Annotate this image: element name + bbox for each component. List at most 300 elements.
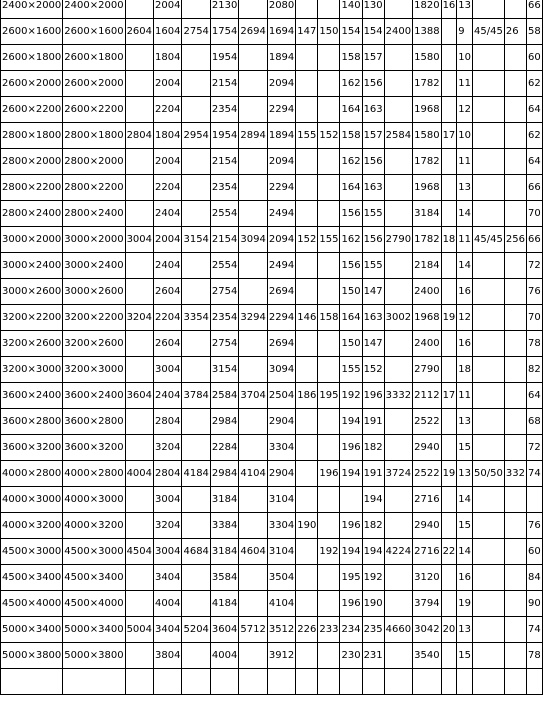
table-cell: 90 — [526, 591, 542, 617]
table-cell — [318, 279, 340, 305]
table-cell — [239, 487, 267, 513]
table-cell: 3154 — [210, 357, 238, 383]
table-cell — [125, 513, 153, 539]
table-cell: 2554 — [210, 253, 238, 279]
table-cell: 163 — [362, 97, 384, 123]
table-cell — [384, 0, 412, 19]
table-row — [1, 331, 543, 357]
table-cell: 84 — [526, 565, 542, 591]
table-cell: 3094 — [267, 357, 295, 383]
table-cell — [296, 279, 318, 305]
table-cell — [441, 435, 457, 461]
table-cell: 150 — [318, 19, 340, 45]
table-cell: 191 — [362, 409, 384, 435]
table-cell: 78 — [526, 331, 542, 357]
table-cell: 1954 — [210, 45, 238, 71]
table-cell: 3704 — [239, 383, 267, 409]
table-cell — [318, 0, 340, 19]
table-cell — [239, 45, 267, 71]
table-cell: 2080 — [267, 0, 295, 19]
table-cell: 13 — [457, 409, 473, 435]
table-row — [1, 539, 543, 565]
table-cell: 2800×2200 — [1, 175, 63, 201]
table-cell: 2604 — [125, 19, 153, 45]
table-cell — [318, 409, 340, 435]
table-row — [1, 513, 543, 539]
table-cell — [239, 149, 267, 175]
table-cell — [318, 149, 340, 175]
table-cell: 3200×2600 — [63, 331, 125, 357]
table-cell — [504, 539, 526, 565]
table-cell — [362, 669, 384, 695]
table-cell — [384, 643, 412, 669]
table-cell: 64 — [526, 149, 542, 175]
table-cell: 4000×3000 — [1, 487, 63, 513]
table-cell — [125, 97, 153, 123]
table-row — [1, 487, 543, 513]
table-cell — [182, 591, 210, 617]
table-cell: 4660 — [384, 617, 412, 643]
table-cell: 22 — [441, 539, 457, 565]
table-cell — [504, 305, 526, 331]
table-cell — [239, 175, 267, 201]
table-cell: 70 — [526, 305, 542, 331]
table-cell: 3912 — [267, 643, 295, 669]
table-cell: 164 — [340, 175, 362, 201]
table-cell: 231 — [362, 643, 384, 669]
table-cell: 3200×2200 — [1, 305, 63, 331]
table-cell — [318, 435, 340, 461]
table-cell — [125, 565, 153, 591]
table-row — [1, 409, 543, 435]
table-cell: 2800×2200 — [63, 175, 125, 201]
table-cell — [318, 357, 340, 383]
table-cell: 3384 — [210, 513, 238, 539]
table-cell: 2604 — [154, 331, 182, 357]
table-cell — [504, 643, 526, 669]
table-cell — [125, 253, 153, 279]
table-cell — [473, 591, 505, 617]
table-row — [1, 461, 543, 487]
table-cell — [473, 565, 505, 591]
table-cell: 3000×2600 — [1, 279, 63, 305]
table-cell: 2094 — [267, 71, 295, 97]
table-cell: 1894 — [267, 123, 295, 149]
table-cell: 45/45 — [473, 19, 505, 45]
table-cell: 195 — [340, 565, 362, 591]
table-row — [1, 0, 543, 19]
table-cell: 72 — [526, 435, 542, 461]
table-cell: 194 — [340, 409, 362, 435]
table-cell: 3184 — [210, 539, 238, 565]
table-cell: 3294 — [239, 305, 267, 331]
table-cell: 1694 — [267, 19, 295, 45]
table-cell: 2004 — [154, 71, 182, 97]
table-cell — [504, 357, 526, 383]
table-cell: 26 — [504, 19, 526, 45]
table-cell: 147 — [362, 331, 384, 357]
table-cell: 155 — [296, 123, 318, 149]
table-cell: 3512 — [267, 617, 295, 643]
table-cell — [504, 279, 526, 305]
table-cell — [384, 149, 412, 175]
table-row — [1, 227, 543, 253]
table-cell: 3204 — [154, 513, 182, 539]
table-cell: 76 — [526, 513, 542, 539]
table-cell: 3000×2000 — [63, 227, 125, 253]
table-cell: 3724 — [384, 461, 412, 487]
table-cell: 5204 — [182, 617, 210, 643]
table-cell — [384, 175, 412, 201]
table-cell — [504, 175, 526, 201]
table-cell: 2694 — [267, 279, 295, 305]
table-row — [1, 71, 543, 97]
table-cell — [296, 461, 318, 487]
table-cell: 2804 — [154, 461, 182, 487]
table-cell — [125, 409, 153, 435]
table-cell — [318, 97, 340, 123]
table-cell: 4684 — [182, 539, 210, 565]
table-cell: 3504 — [267, 565, 295, 591]
table-cell: 2004 — [154, 149, 182, 175]
table-cell: 4500×4000 — [1, 591, 63, 617]
table-cell: 2604 — [154, 279, 182, 305]
table-cell — [384, 591, 412, 617]
table-cell — [384, 513, 412, 539]
table-cell: 5000×3400 — [1, 617, 63, 643]
table-cell — [296, 409, 318, 435]
table-cell — [504, 253, 526, 279]
table-cell: 3784 — [182, 383, 210, 409]
table-cell: 3604 — [125, 383, 153, 409]
table-cell: 2800×2400 — [63, 201, 125, 227]
table-cell: 196 — [318, 461, 340, 487]
table-cell: 64 — [526, 383, 542, 409]
table-cell: 4504 — [125, 539, 153, 565]
table-cell: 19 — [457, 591, 473, 617]
table-cell: 3304 — [267, 513, 295, 539]
table-row — [1, 45, 543, 71]
table-cell — [473, 383, 505, 409]
table-cell — [384, 279, 412, 305]
table-cell — [318, 565, 340, 591]
table-cell: 17 — [441, 383, 457, 409]
table-cell — [182, 253, 210, 279]
table-cell — [441, 487, 457, 513]
table-cell: 2754 — [210, 279, 238, 305]
table-cell — [504, 513, 526, 539]
table-cell: 50/50 — [473, 461, 505, 487]
table-cell — [384, 669, 412, 695]
table-cell: 3104 — [267, 487, 295, 513]
table-cell: 18 — [441, 227, 457, 253]
table-cell: 2294 — [267, 175, 295, 201]
table-cell — [473, 669, 505, 695]
table-cell: 3000×2600 — [63, 279, 125, 305]
table-cell — [384, 409, 412, 435]
table-cell: 150 — [340, 279, 362, 305]
table-cell: 2940 — [413, 435, 441, 461]
table-cell: 60 — [526, 45, 542, 71]
table-cell — [473, 253, 505, 279]
table-cell: 2494 — [267, 201, 295, 227]
table-cell: 1754 — [210, 19, 238, 45]
table-cell: 163 — [362, 175, 384, 201]
table-cell — [239, 591, 267, 617]
table-cell: 2004 — [154, 0, 182, 19]
table-cell — [384, 97, 412, 123]
table-cell: 14 — [457, 539, 473, 565]
table-cell: 3004 — [154, 357, 182, 383]
table-cell: 2954 — [182, 123, 210, 149]
table-cell: 155 — [318, 227, 340, 253]
table-cell: 2404 — [154, 201, 182, 227]
table-cell — [239, 253, 267, 279]
table-cell: 147 — [296, 19, 318, 45]
table-cell: 152 — [318, 123, 340, 149]
table-cell: 74 — [526, 617, 542, 643]
table-cell: 10 — [457, 123, 473, 149]
table-cell: 2984 — [210, 409, 238, 435]
table-cell: 1804 — [154, 123, 182, 149]
table-cell: 4500×3400 — [1, 565, 63, 591]
table-cell: 2522 — [413, 409, 441, 435]
table-cell: 19 — [441, 461, 457, 487]
table-cell: 4184 — [182, 461, 210, 487]
table-cell: 194 — [340, 461, 362, 487]
table-cell: 3332 — [384, 383, 412, 409]
table-cell: 3094 — [239, 227, 267, 253]
table-cell: 155 — [340, 357, 362, 383]
table-cell: 156 — [340, 253, 362, 279]
table-cell: 182 — [362, 435, 384, 461]
table-cell: 140 — [340, 0, 362, 19]
table-cell — [239, 357, 267, 383]
table-cell: 4604 — [239, 539, 267, 565]
table-cell: 2204 — [154, 305, 182, 331]
table-cell: 130 — [362, 0, 384, 19]
table-cell: 3000×2400 — [63, 253, 125, 279]
table-cell: 2554 — [210, 201, 238, 227]
table-cell — [504, 669, 526, 695]
table-cell — [125, 71, 153, 97]
table-cell — [384, 435, 412, 461]
table-cell — [296, 253, 318, 279]
table-cell: 2800×2400 — [1, 201, 63, 227]
table-cell — [239, 409, 267, 435]
table-cell: 13 — [457, 461, 473, 487]
table-cell — [504, 123, 526, 149]
table-cell: 2600×1800 — [1, 45, 63, 71]
table-cell: 3200×2600 — [1, 331, 63, 357]
table-cell: 3600×2800 — [1, 409, 63, 435]
table-cell — [473, 97, 505, 123]
table-cell: 4004 — [210, 643, 238, 669]
table-cell — [504, 331, 526, 357]
table-cell: 2154 — [210, 149, 238, 175]
table-cell: 1820 — [413, 0, 441, 19]
table-cell: 3404 — [154, 565, 182, 591]
table-cell — [182, 357, 210, 383]
table-cell: 5004 — [125, 617, 153, 643]
table-cell: 235 — [362, 617, 384, 643]
table-cell: 2694 — [267, 331, 295, 357]
table-cell: 13 — [457, 175, 473, 201]
table-cell: 1580 — [413, 45, 441, 71]
table-cell: 14 — [457, 253, 473, 279]
table-cell: 186 — [296, 383, 318, 409]
table-cell: 3304 — [267, 435, 295, 461]
table-cell: 2894 — [239, 123, 267, 149]
table-cell — [182, 331, 210, 357]
table-cell — [384, 253, 412, 279]
table-cell: 16 — [441, 0, 457, 19]
table-cell: 152 — [362, 357, 384, 383]
table-cell: 20 — [441, 617, 457, 643]
table-cell — [473, 149, 505, 175]
table-cell: 3600×2800 — [63, 409, 125, 435]
table-cell: 3004 — [154, 487, 182, 513]
table-cell — [318, 201, 340, 227]
table-cell: 3804 — [154, 643, 182, 669]
table-row — [1, 175, 543, 201]
table-cell — [441, 253, 457, 279]
table-cell — [318, 487, 340, 513]
table-cell: 2400 — [413, 279, 441, 305]
table-cell: 2094 — [267, 149, 295, 175]
table-cell — [296, 201, 318, 227]
table-cell — [441, 45, 457, 71]
table-cell: 2754 — [182, 19, 210, 45]
table-cell — [182, 513, 210, 539]
table-cell: 194 — [362, 539, 384, 565]
table-cell: 19 — [441, 305, 457, 331]
table-cell — [125, 487, 153, 513]
table-cell — [267, 669, 295, 695]
table-cell — [182, 435, 210, 461]
table-row — [1, 383, 543, 409]
table-cell: 3204 — [154, 435, 182, 461]
table-cell — [473, 0, 505, 19]
table-cell: 3584 — [210, 565, 238, 591]
table-cell — [340, 669, 362, 695]
table-cell — [239, 201, 267, 227]
table-cell: 192 — [318, 539, 340, 565]
table-cell: 3600×2400 — [63, 383, 125, 409]
table-cell — [239, 435, 267, 461]
table-cell: 4500×3000 — [1, 539, 63, 565]
table-cell — [473, 643, 505, 669]
table-cell: 66 — [526, 0, 542, 19]
table-cell — [384, 357, 412, 383]
table-cell — [296, 97, 318, 123]
table-cell: 3004 — [154, 539, 182, 565]
table-row — [1, 279, 543, 305]
table-cell: 58 — [526, 19, 542, 45]
table-cell: 3794 — [413, 591, 441, 617]
table-cell: 4500×4000 — [63, 591, 125, 617]
table-cell — [504, 409, 526, 435]
table-cell: 156 — [362, 149, 384, 175]
table-cell — [441, 409, 457, 435]
table-cell: 190 — [296, 513, 318, 539]
table-cell — [441, 643, 457, 669]
table-cell — [182, 487, 210, 513]
table-cell: 157 — [362, 123, 384, 149]
table-cell: 3042 — [413, 617, 441, 643]
table-cell: 3404 — [154, 617, 182, 643]
table-cell: 2600×1600 — [63, 19, 125, 45]
table-cell — [125, 643, 153, 669]
table-cell: 154 — [340, 19, 362, 45]
table-cell: 4184 — [210, 591, 238, 617]
table-cell: 256 — [504, 227, 526, 253]
table-cell — [504, 565, 526, 591]
table-cell: 2184 — [413, 253, 441, 279]
table-cell: 155 — [362, 253, 384, 279]
table-cell: 4004 — [154, 591, 182, 617]
table-cell — [239, 643, 267, 669]
table-cell: 2716 — [413, 487, 441, 513]
table-cell — [182, 0, 210, 19]
table-cell — [504, 0, 526, 19]
table-cell: 1804 — [154, 45, 182, 71]
table-cell: 2800×2000 — [63, 149, 125, 175]
table-cell: 2204 — [154, 175, 182, 201]
table-cell — [504, 45, 526, 71]
table-cell: 11 — [457, 227, 473, 253]
table-cell: 4000×3200 — [1, 513, 63, 539]
table-cell: 2754 — [210, 331, 238, 357]
table-cell: 162 — [340, 71, 362, 97]
table-cell: 196 — [340, 591, 362, 617]
table-cell — [182, 175, 210, 201]
table-cell: 4000×3000 — [63, 487, 125, 513]
table-cell: 4104 — [267, 591, 295, 617]
table-row — [1, 149, 543, 175]
table-cell — [296, 71, 318, 97]
table-cell: 2400×2000 — [1, 0, 63, 19]
table-cell — [182, 409, 210, 435]
table-cell — [296, 45, 318, 71]
table-cell — [318, 669, 340, 695]
table-cell — [318, 71, 340, 97]
table-cell: 2400 — [384, 19, 412, 45]
table-row — [1, 669, 543, 695]
table-cell: 3104 — [267, 539, 295, 565]
table-cell: 74 — [526, 461, 542, 487]
table-cell — [504, 487, 526, 513]
table-cell: 3184 — [210, 487, 238, 513]
table-cell: 195 — [318, 383, 340, 409]
table-cell — [125, 357, 153, 383]
table-cell: 2294 — [267, 305, 295, 331]
table-cell — [441, 201, 457, 227]
table-cell — [182, 669, 210, 695]
table-cell: 234 — [340, 617, 362, 643]
table-cell — [473, 409, 505, 435]
table-cell: 3600×3200 — [1, 435, 63, 461]
table-cell: 62 — [526, 123, 542, 149]
table-body — [1, 0, 543, 695]
table-cell — [473, 617, 505, 643]
table-cell: 2804 — [125, 123, 153, 149]
table-cell — [457, 669, 473, 695]
table-cell: 196 — [362, 383, 384, 409]
table-cell: 2804 — [154, 409, 182, 435]
table-cell — [296, 175, 318, 201]
table-cell — [318, 45, 340, 71]
